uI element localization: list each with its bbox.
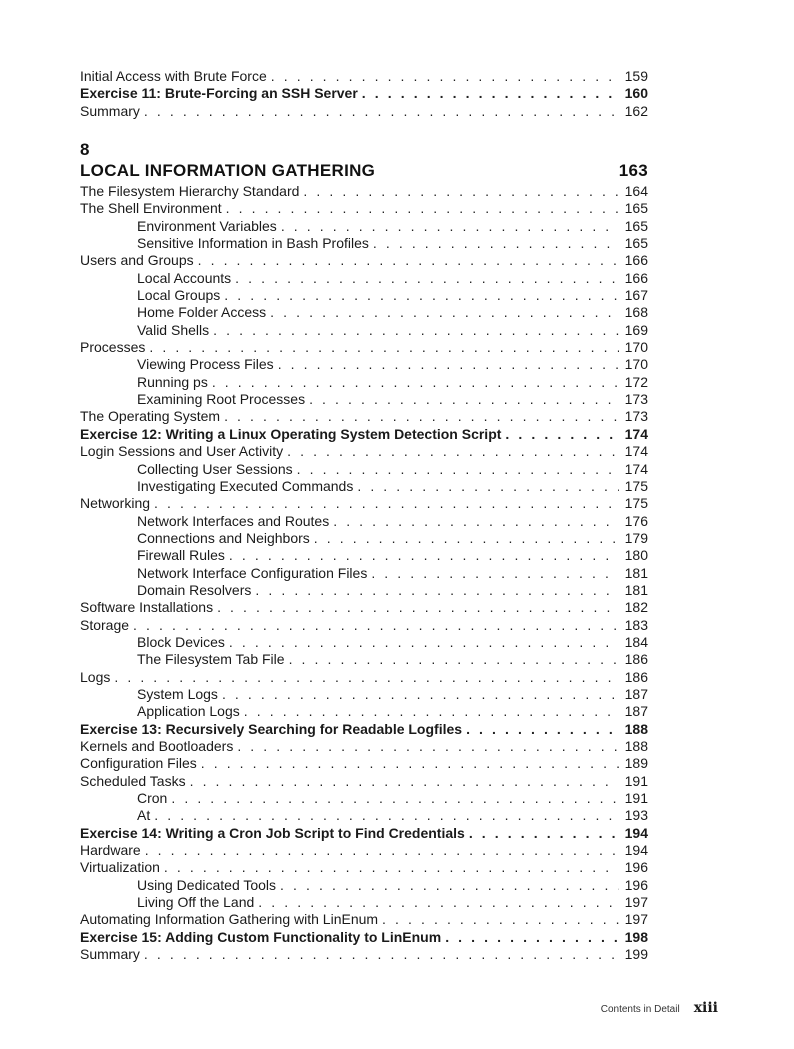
toc-previous-chapter-tail <box>80 68 648 120</box>
toc-entry-title: Cron <box>137 790 168 807</box>
toc-section-entry <box>80 946 648 963</box>
toc-subsection-entry <box>80 807 648 824</box>
toc-dot-leader <box>297 461 619 478</box>
toc-entry-page: 159 <box>624 68 648 84</box>
toc-section-entry <box>80 599 648 616</box>
toc-entry-title: Exercise 12: Writing a Linux Operating System Detection Script <box>80 425 502 442</box>
toc-dot-leader <box>244 703 619 720</box>
toc-dot-leader <box>373 235 619 252</box>
toc-entry-page: 165 <box>624 200 648 217</box>
toc-entry-page: 196 <box>624 859 648 876</box>
toc-dot-leader <box>289 651 619 668</box>
toc-dot-leader <box>270 304 619 321</box>
toc-entry-page: 186 <box>624 651 648 668</box>
toc-entry-page: 188 <box>624 720 648 737</box>
toc-exercise-entry <box>80 825 648 842</box>
toc-entry-title: The Shell Environment <box>80 200 222 217</box>
toc-dot-leader <box>213 322 619 339</box>
toc-subsection-entry <box>80 582 648 599</box>
toc-dot-leader <box>303 183 619 200</box>
toc-entry-page: 176 <box>624 512 648 529</box>
toc-entry-title: Sensitive Information in Bash Profiles <box>137 235 369 252</box>
toc-entry-title: Connections and Neighbors <box>137 529 310 546</box>
toc-entry-page: 187 <box>624 703 648 720</box>
toc-entry-page: 160 <box>624 85 648 102</box>
toc-entry-title: Software Installations <box>80 599 214 616</box>
toc-subsection-entry <box>80 304 648 321</box>
toc-entry-page: 194 <box>624 824 648 841</box>
toc-entry-title: Logs <box>80 668 111 685</box>
toc-entry-title: The Filesystem Tab File <box>137 651 285 668</box>
toc-dot-leader <box>144 103 619 120</box>
toc-subsection-entry <box>80 322 648 339</box>
toc-section-entry <box>80 669 648 686</box>
toc-entry-title: Exercise 14: Writing a Cron Job Script to Find Credentials <box>80 824 465 841</box>
toc-entry-page: 197 <box>624 894 648 911</box>
toc-entry-page: 170 <box>624 356 648 373</box>
toc-subsection-entry <box>80 287 648 304</box>
toc-entry-page: 191 <box>624 790 648 807</box>
toc-subsection-entry <box>80 651 648 668</box>
toc-dot-leader <box>466 721 619 738</box>
toc-section-entry <box>80 103 648 120</box>
toc-entry-title: Network Interface Configuration Files <box>137 564 368 581</box>
toc-dot-leader <box>280 877 619 894</box>
toc-section-entry <box>80 252 648 269</box>
toc-entry-title: Running ps <box>137 373 208 390</box>
toc-subsection-entry <box>80 374 648 391</box>
toc-subsection-entry <box>80 894 648 911</box>
toc-entry-page: 165 <box>624 217 648 234</box>
chapter-heading <box>80 140 648 182</box>
toc-entry-title: Using Dedicated Tools <box>137 876 277 893</box>
toc-entry-title: Home Folder Access <box>137 304 267 321</box>
toc-entry-title: Local Groups <box>137 287 221 304</box>
toc-entry-title: Environment Variables <box>137 217 277 234</box>
toc-dot-leader <box>505 426 619 443</box>
toc-subsection-entry <box>80 790 648 807</box>
toc-entry-title: Storage <box>80 616 130 633</box>
toc-entry-page: 179 <box>624 529 648 546</box>
toc-section-entry <box>80 443 648 460</box>
toc-entry-page: 162 <box>624 102 648 119</box>
toc-dot-leader <box>445 929 619 946</box>
page-folio: xiii <box>693 1000 718 1016</box>
toc-dot-leader <box>145 842 619 859</box>
toc-entry-page: 181 <box>624 581 648 598</box>
toc-subsection-entry <box>80 634 648 651</box>
page-footer <box>601 1000 718 1016</box>
toc-dot-leader <box>217 599 619 616</box>
toc-dot-leader <box>362 85 619 102</box>
toc-entry-page: 172 <box>624 373 648 390</box>
toc-chapter-entries <box>80 183 648 963</box>
toc-dot-leader <box>144 946 619 963</box>
toc-entry-page: 181 <box>624 564 648 581</box>
toc-dot-leader <box>281 218 619 235</box>
toc-entry-page: 193 <box>624 807 648 824</box>
toc-dot-leader <box>198 252 619 269</box>
toc-dot-leader <box>154 807 619 824</box>
toc-exercise-entry <box>80 426 648 443</box>
toc-dot-leader <box>133 617 619 634</box>
toc-dot-leader <box>271 68 619 85</box>
toc-entry-title: Scheduled Tasks <box>80 772 186 789</box>
toc-section-entry <box>80 617 648 634</box>
toc-dot-leader <box>224 408 619 425</box>
toc-entry-page: 169 <box>624 321 648 338</box>
toc-entry-title: Hardware <box>80 842 141 859</box>
toc-subsection-entry <box>80 877 648 894</box>
toc-entry-title: Valid Shells <box>137 321 210 338</box>
toc-entry-page: 173 <box>624 408 648 425</box>
toc-entry-title: Collecting User Sessions <box>137 460 293 477</box>
toc-entry-page: 166 <box>624 252 648 269</box>
toc-entry-page: 194 <box>624 842 648 859</box>
toc-entry-page: 187 <box>624 685 648 702</box>
toc-section-entry <box>80 738 648 755</box>
toc-dot-leader <box>235 270 619 287</box>
toc-entry-title: Domain Resolvers <box>137 581 252 598</box>
toc-entry-page: 180 <box>624 547 648 564</box>
toc-dot-leader <box>149 339 619 356</box>
toc-dot-leader <box>255 582 619 599</box>
toc-subsection-entry <box>80 356 648 373</box>
toc-subsection-entry <box>80 513 648 530</box>
chapter-title: LOCAL INFORMATION GATHERING <box>80 161 376 180</box>
toc-subsection-entry <box>80 565 648 582</box>
toc-entry-page: 189 <box>624 755 648 772</box>
toc-entry-page: 183 <box>624 616 648 633</box>
toc-entry-page: 168 <box>624 304 648 321</box>
toc-entry-title: The Operating System <box>80 408 221 425</box>
toc-entry-page: 198 <box>624 928 648 945</box>
toc-dot-leader <box>226 200 619 217</box>
toc-entry-page: 175 <box>624 495 648 512</box>
toc-entry-title: Network Interfaces and Routes <box>137 512 330 529</box>
toc-exercise-entry <box>80 721 648 738</box>
toc-entry-title: The Filesystem Hierarchy Standard <box>80 183 300 199</box>
toc-entry-title: Investigating Executed Commands <box>137 477 354 494</box>
toc-subsection-entry <box>80 461 648 478</box>
toc-dot-leader <box>171 790 619 807</box>
toc-entry-title: Virtualization <box>80 859 160 876</box>
toc-subsection-entry <box>80 530 648 547</box>
toc-entry-page: 167 <box>624 287 648 304</box>
chapter-page: 163 <box>618 161 648 180</box>
toc-entry-title: Application Logs <box>137 703 240 720</box>
toc-entry-page: 170 <box>624 339 648 356</box>
toc-entry-title: Local Accounts <box>137 269 232 286</box>
toc-entry-page: 165 <box>624 235 648 252</box>
toc-subsection-entry <box>80 270 648 287</box>
toc-entry-title: Initial Access with Brute Force <box>80 68 267 84</box>
toc-dot-leader <box>469 825 619 842</box>
toc-subsection-entry <box>80 686 648 703</box>
toc-exercise-entry <box>80 929 648 946</box>
toc-subsection-entry <box>80 478 648 495</box>
toc-dot-leader <box>224 287 619 304</box>
toc-dot-leader <box>371 565 619 582</box>
toc-entry-title: Examining Root Processes <box>137 391 306 408</box>
toc-section-entry <box>80 68 648 85</box>
toc-dot-leader <box>258 894 619 911</box>
toc-subsection-entry <box>80 218 648 235</box>
toc-entry-title: Processes <box>80 339 146 356</box>
toc-section-entry <box>80 495 648 512</box>
toc-entry-page: 186 <box>624 668 648 685</box>
toc-entry-page: 182 <box>624 599 648 616</box>
toc-entry-title: Configuration Files <box>80 755 197 772</box>
toc-entry-title: Automating Information Gathering with LinEnum <box>80 911 379 928</box>
toc-entry-title: Block Devices <box>137 633 225 650</box>
toc-dot-leader <box>309 391 619 408</box>
toc-entry-page: 173 <box>624 391 648 408</box>
toc-entry-page: 164 <box>624 183 648 199</box>
toc-entry-page: 184 <box>624 633 648 650</box>
toc-entry-page: 174 <box>624 443 648 460</box>
toc-entry-title: Exercise 13: Recursively Searching for Readable Logfiles <box>80 720 463 737</box>
toc-entry-title: Exercise 15: Adding Custom Functionality to LinEnum <box>80 928 442 945</box>
toc-entry-title: Kernels and Bootloaders <box>80 738 234 754</box>
toc-subsection-entry <box>80 235 648 252</box>
toc-subsection-entry <box>80 391 648 408</box>
toc-dot-leader <box>229 634 619 651</box>
toc-entry-title: Summary <box>80 102 140 119</box>
toc-entry-title: Login Sessions and User Activity <box>80 443 284 460</box>
toc-exercise-entry <box>80 85 648 102</box>
toc-subsection-entry <box>80 547 648 564</box>
toc-entry-title: At <box>137 807 151 824</box>
toc-entry-title: Summary <box>80 946 140 963</box>
toc-dot-leader <box>237 738 619 755</box>
toc-entry-page: 174 <box>624 460 648 477</box>
toc-dot-leader <box>278 356 619 373</box>
toc-section-entry <box>80 408 648 425</box>
toc-dot-leader <box>201 755 619 772</box>
toc-dot-leader <box>212 374 619 391</box>
toc-entry-title: Firewall Rules <box>137 547 225 564</box>
toc-entry-page: 191 <box>624 772 648 789</box>
toc-entry-title: Networking <box>80 495 151 512</box>
toc-entry-title: Living Off the Land <box>137 894 255 911</box>
toc-dot-leader <box>222 686 619 703</box>
toc-entry-title: Exercise 11: Brute-Forcing an SSH Server <box>80 85 358 102</box>
toc-section-entry <box>80 755 648 772</box>
toc-dot-leader <box>382 911 619 928</box>
toc-dot-leader <box>357 478 619 495</box>
toc-entry-page: 175 <box>624 477 648 494</box>
toc-subsection-entry <box>80 703 648 720</box>
toc-entry-page: 166 <box>624 269 648 286</box>
toc-dot-leader <box>114 669 619 686</box>
toc-section-entry <box>80 859 648 876</box>
running-footer-label: Contents in Detail <box>600 1004 680 1015</box>
toc-dot-leader <box>229 547 619 564</box>
toc-entry-page: 174 <box>624 425 648 442</box>
toc-section-entry <box>80 200 648 217</box>
toc-dot-leader <box>287 443 619 460</box>
toc-entry-title: Viewing Process Files <box>137 356 274 373</box>
toc-dot-leader <box>314 530 619 547</box>
toc-dot-leader <box>190 773 619 790</box>
chapter-headline <box>80 160 648 182</box>
toc-dot-leader <box>164 859 619 876</box>
toc-dot-leader <box>333 513 619 530</box>
toc-entry-page: 199 <box>624 946 648 963</box>
toc-section-entry <box>80 842 648 859</box>
toc-entry-title: System Logs <box>137 685 218 702</box>
toc-section-entry <box>80 183 648 200</box>
toc-entry-page: 188 <box>624 738 648 754</box>
toc-section-entry <box>80 773 648 790</box>
toc-entry-title: Users and Groups <box>80 252 194 269</box>
toc-entry-page: 196 <box>624 876 648 893</box>
chapter-number: 8 <box>80 140 90 159</box>
toc-section-entry <box>80 339 648 356</box>
toc-section-entry <box>80 911 648 928</box>
toc-entry-page: 197 <box>624 911 648 928</box>
toc-dot-leader <box>154 495 619 512</box>
